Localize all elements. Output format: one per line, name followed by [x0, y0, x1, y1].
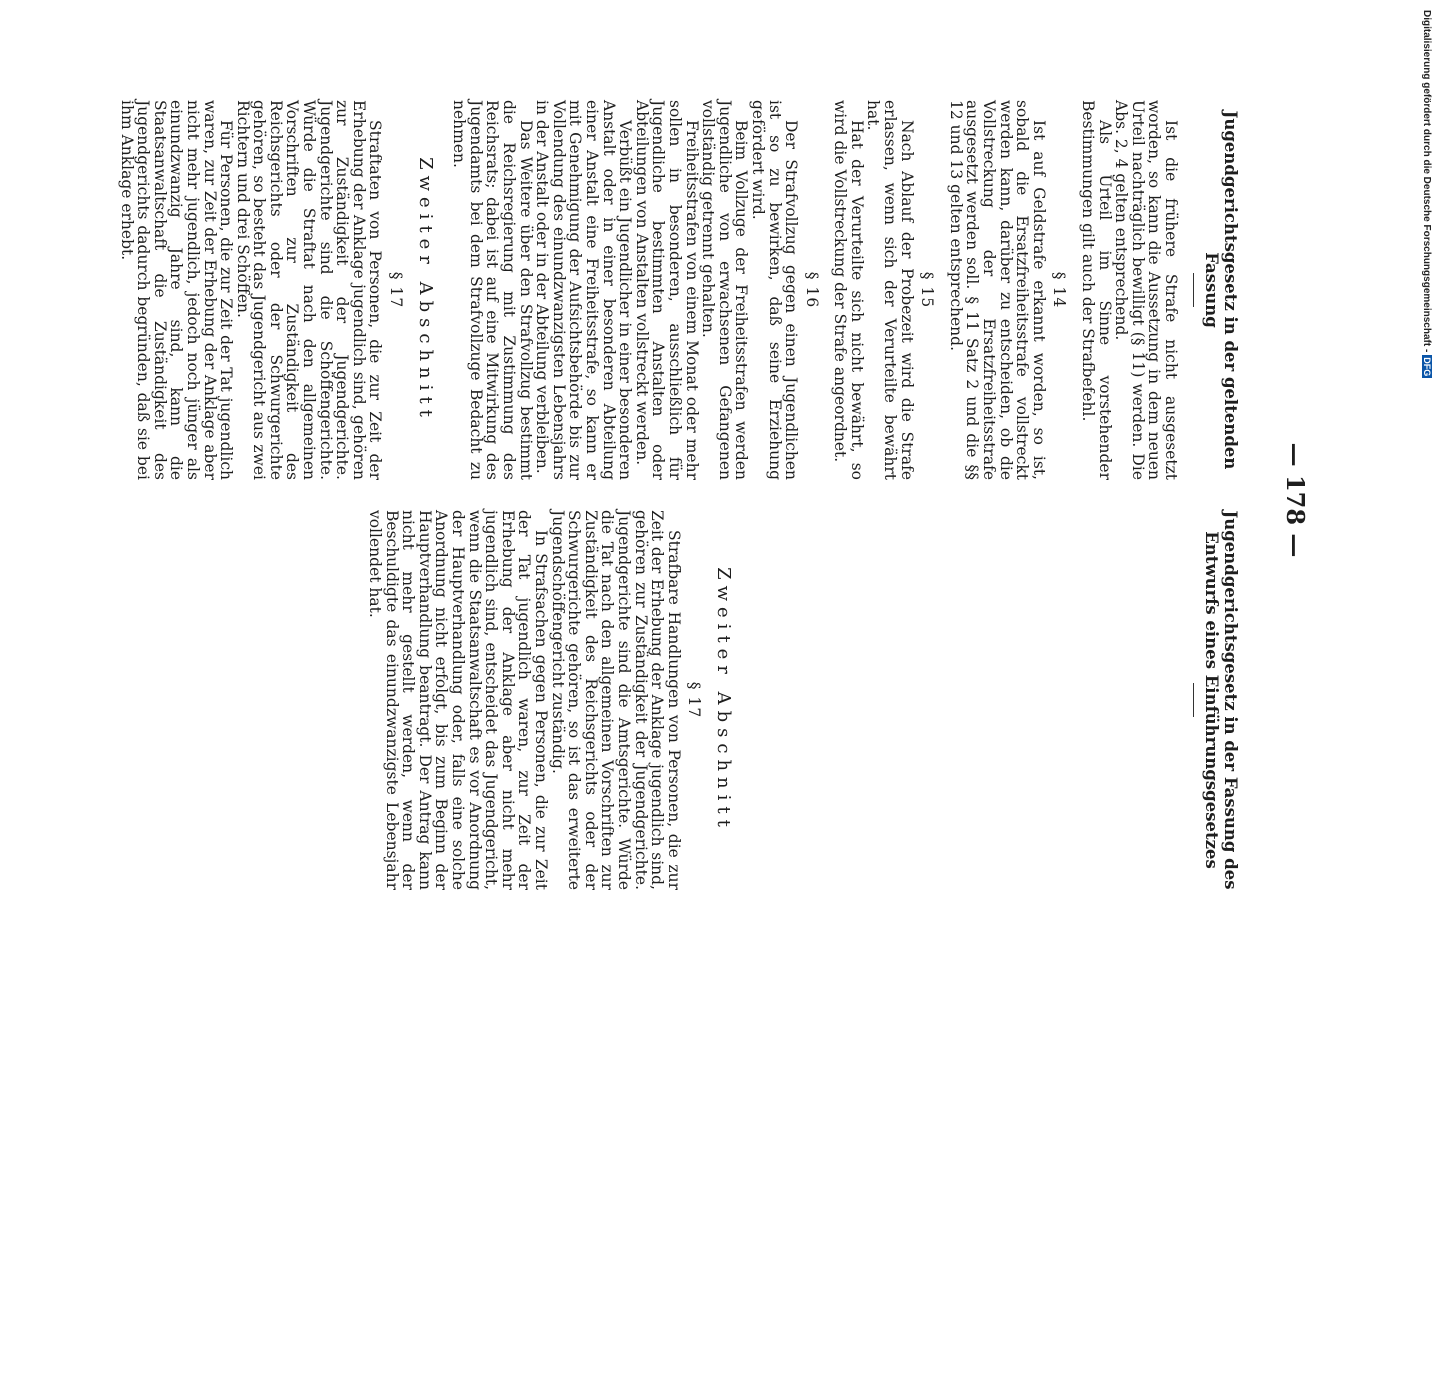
paragraph-intro: Ist die frühere Strafe nicht ausgesetzt worden, so kann die Aussetzung in dem neuen Urteil nachträglich bewilligt (§ 11) werden. Die Abs. 2, 4 gelten entsprechend.: [1112, 100, 1180, 480]
section-paragraph: Der Strafvollzug gegen einen Jugendlichen ist so zu bewirken, daß seine Erziehung gefördert wird.: [748, 100, 801, 480]
page-header: [1281, 0, 1380, 1400]
section-paragraph: Hat der Verurteilte sich nicht bewährt, so wird die Vollstreckung der Strafe angeordnet.: [831, 100, 866, 480]
paragraph-number-draft: § 17: [685, 681, 704, 719]
section-paragraph: Nach Ablauf der Probezeit wird die Strafe erlassen, wenn sich der Verurteilte bewährt hat.: [864, 100, 916, 480]
column-spacer: [749, 510, 1179, 890]
column-draft-version: [367, 510, 1240, 890]
section-paragraph: Verbüßt ein Jugendlicher in einer besonderen Anstalt oder in einer besonderen Abteilung einer Anstalt eine Freiheitsstrafe, so kann er mit Genehmigung der Aufsichtsbehörde bis zur Vollendung des einundzwanzigsten Lebensjahrs in der Anstalt oder in der Abteilung verbleiben.: [533, 100, 635, 480]
credit-text: Digitalisierung gefördert durch die Deutsche Forschungsgemeinschaft -: [1421, 10, 1432, 353]
section-paragraph: Beim Vollzuge der Freiheitsstrafen werden Jugendliche von erwachsenen Gefangenen vollständig getrennt gehalten.: [699, 100, 751, 480]
section-number: § 16: [802, 271, 821, 309]
paragraph-intro: Als Urteil im Sinne vorstehender Bestimmungen gilt auch der Strafbefehl.: [1079, 100, 1114, 480]
title-rule: [1193, 273, 1194, 307]
column-current-version: [118, 100, 1240, 480]
digitization-credit: [1412, 10, 1432, 390]
section-heading-draft: Zweiter Abschnitt: [713, 567, 734, 833]
section-paragraph: Ist auf Geldstrafe erkannt worden, so ist, sobald die Ersatzfreiheitsstrafe vollstreckt werden kann, darüber zu entscheiden, ob die Vollstreckung der Ersatzfreiheitsstrafe ausgesetzt werden soll. § 11 Satz 2 und die §§ 12 und 13 gelten entsprechend.: [946, 100, 1048, 480]
section-number: § 14: [1050, 271, 1069, 309]
section-heading-current: Zweiter Abschnitt: [414, 157, 436, 423]
paragraph-current: Für Personen, die zur Zeit der Tat jugendlich waren, zur Zeit der Erhebung der Anklage aber nicht mehr jugendlich, jedoch noch jünger als einundzwanzig Jahre sind, kann die Staatsanwaltschaft die Zuständigkeit des Jugendgerichts dadurch begründen, daß sie bei ihm Anklage erhebt.: [117, 100, 236, 480]
title-rule: [1193, 683, 1194, 717]
page-number: — 178 —: [1281, 442, 1310, 558]
section-paragraph: Das Weitere über den Strafvollzug bestimmt die Reichsregierung mit Zustimmung des Reichsrats; dabei ist auf eine Mitwirkung des Jugendamts bei dem Strafvollzuge Bedacht zu nehmen.: [450, 100, 535, 480]
column-title-draft: Jugendgerichtsgesetz in der Fassung des Entwurfs eines Einführungsgesetzes: [1202, 510, 1240, 890]
paragraph-number-current: § 17: [387, 271, 406, 309]
paragraph-draft: Strafbare Handlungen von Personen, die zur Zeit der Erhebung der Anklage jugendlich sind, gehören zur Zuständigkeit der Jugendgerichte. Jugendgerichte sind die Amtsgerichte. Würde die Tat nach den allgemeinen Vorschriften zur Zuständigkeit des Reichsgerichts oder der Schwurgerichte gehören, so ist das erweiterte Jugendschöffengericht zuständig.: [548, 510, 683, 890]
paragraph-draft: In Strafsachen gegen Personen, die zur Zeit der Tat jugendlich waren, zur Zeit der Erhebung der Anklage aber nicht mehr jugendlich sind, entscheidet das Jugendgericht, wenn die Staatsanwaltschaft es vor Anordnung der Hauptverhandlung oder, falls eine solche Anordnung nicht erfolgt, bis zum Beginn der Hauptverhandlung beantragt. Der Antrag kann nicht mehr gestellt werden, wenn der Beschuldigte das einundzwanzigste Lebensjahr vollendet hat.: [366, 510, 551, 890]
section-paragraph: Freiheitsstrafen von einem Monat oder mehr sollen in besonderen, ausschließlich für Jugendliche bestimmten Anstalten oder Abteilungen von Anstalten vollstreckt werden.: [632, 100, 701, 480]
section-number: § 15: [918, 271, 937, 309]
column-title-current: Jugendgerichtsgesetz in der geltenden Fassung: [1202, 110, 1240, 470]
dfg-logo: DFG: [1422, 357, 1432, 377]
paragraph-current: Straftaten von Personen, die zur Zeit der Erhebung der Anklage jugendlich sind, gehören zur Zuständigkeit der Jugendgerichte. Jugendgerichte sind die Schöffengerichte. Würde die Straftat nach den allgemeinen Vorschriften zur Zuständigkeit des Reichsgerichts oder der Schwurgerichte gehören, so besteht das Jugendgericht aus zwei Richtern und drei Schöffen.: [233, 100, 385, 480]
